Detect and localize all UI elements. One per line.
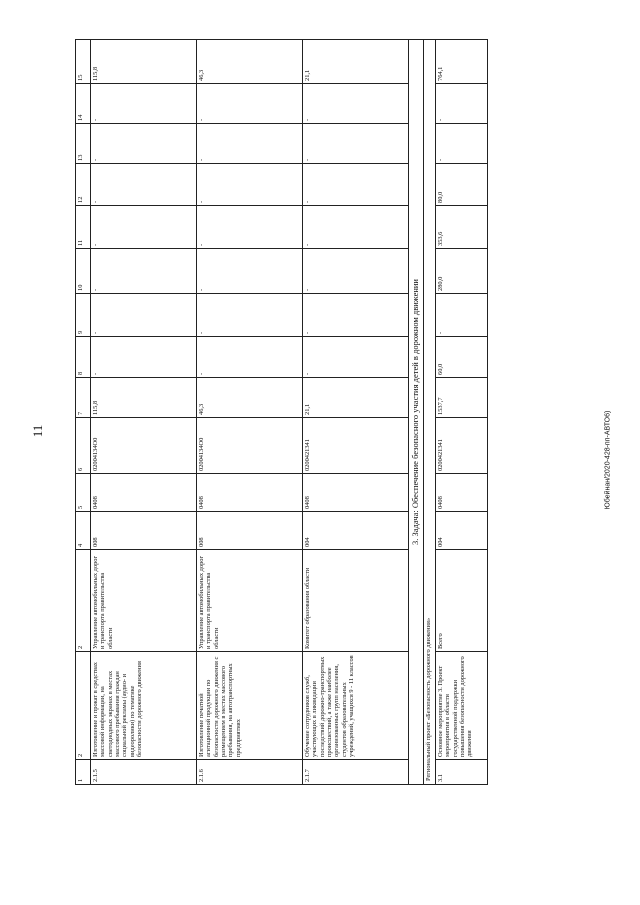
table-cell: 2.1.6 <box>197 760 303 785</box>
header-cell: 2 <box>76 652 91 760</box>
header-cell: 1 <box>76 760 91 785</box>
table-cell: - <box>197 206 303 249</box>
header-cell: 4 <box>76 512 91 550</box>
table-cell: Изготовление и прокат в средствах массовой информации, на светодиодных экранах в местах массового пребывания граждан социальной рекламы (аудио- и видеоролики) по тематике безопасности дорожного движения <box>91 652 197 760</box>
table-cell: 353,6 <box>436 206 488 249</box>
header-cell: 13 <box>76 124 91 164</box>
header-cell: 11 <box>76 206 91 249</box>
header-cell: 5 <box>76 474 91 512</box>
table-cell: - <box>303 164 409 206</box>
table-cell: Комитет образования области <box>303 550 409 652</box>
table-cell: - <box>303 124 409 164</box>
header-cell: 6 <box>76 418 91 474</box>
table-cell: 115,8 <box>91 40 197 84</box>
table-cell: - <box>91 84 197 124</box>
table-cell: 3.1 <box>436 760 488 785</box>
table-cell: 02004134О0 <box>197 418 303 474</box>
table-cell: 2.1.5 <box>91 760 197 785</box>
header-cell: 8 <box>76 337 91 378</box>
table-cell: - <box>91 337 197 378</box>
table-cell: - <box>197 164 303 206</box>
section-title: 3. Задача: Обеспечение безопасного участия детей в дорожном движении <box>409 40 424 785</box>
header-cell: 12 <box>76 164 91 206</box>
table-cell: 0200421341 <box>436 418 488 474</box>
table-cell: - <box>197 124 303 164</box>
table-header-row <box>76 40 91 785</box>
table-cell: - <box>303 249 409 294</box>
table-cell: Обучение сотрудников служб, участвующих в ликвидации последствий дорожно-транспортных происшествий, а также наиболее организованных групп населения, студентов образовательных учреждений, учащихся 9 - 11 классов <box>303 652 409 760</box>
table-cell: 0408 <box>436 474 488 512</box>
table-cell: 21,1 <box>303 40 409 84</box>
header-cell: 15 <box>76 40 91 84</box>
table-row <box>197 40 303 785</box>
section-row <box>409 40 424 785</box>
table-cell: Управление автомобильных дорог и транспорта правительства области <box>197 550 303 652</box>
table-cell: - <box>436 294 488 337</box>
table-cell: 2.1.7 <box>303 760 409 785</box>
table-cell: 0200421341 <box>303 418 409 474</box>
table-cell: - <box>197 294 303 337</box>
table-cell: 02004134О0 <box>91 418 197 474</box>
table-cell: 764,1 <box>436 40 488 84</box>
table-cell: 0408 <box>91 474 197 512</box>
table-cell: Основное мероприятие 3. Проект мероприятия в области государственной поддержки повышения безопасности дорожного движения <box>436 652 488 760</box>
rotated-table-container <box>75 60 498 785</box>
table-cell: - <box>197 337 303 378</box>
table-cell: - <box>91 294 197 337</box>
table-cell: 004 <box>436 512 488 550</box>
table-cell: - <box>197 84 303 124</box>
table-cell: 115,8 <box>91 378 197 418</box>
header-cell: 10 <box>76 249 91 294</box>
budget-table <box>75 39 488 785</box>
page-number: 11 <box>30 424 45 438</box>
header-cell: 14 <box>76 84 91 124</box>
table-cell: - <box>91 249 197 294</box>
table-cell: 46,3 <box>197 40 303 84</box>
table-cell: 21,1 <box>303 378 409 418</box>
table-cell: Изготовление печатной агитационной продукции по безопасности дорожного движения с размещением в местах массового пребывания, на автотранспортных предприятиях <box>197 652 303 760</box>
table-cell: 008 <box>197 512 303 550</box>
header-cell: 9 <box>76 294 91 337</box>
footer-code-text: Юбейнан/2020-428-пп-АВТО6) <box>604 410 612 510</box>
header-cell: 2 <box>76 550 91 652</box>
table-row <box>303 40 409 785</box>
table-cell: - <box>91 206 197 249</box>
project-title: Региональный проект «Безопасность дорожного движения» <box>424 40 436 785</box>
table-cell: 80,0 <box>436 164 488 206</box>
table-cell: - <box>303 294 409 337</box>
table-cell: 46,3 <box>197 378 303 418</box>
table-cell: - <box>91 164 197 206</box>
table-cell: - <box>197 249 303 294</box>
table-cell: - <box>303 337 409 378</box>
table-cell: 0408 <box>197 474 303 512</box>
table-cell: - <box>436 124 488 164</box>
table-cell: 280,0 <box>436 249 488 294</box>
table-cell: - <box>91 124 197 164</box>
project-row <box>424 40 436 785</box>
table-cell: Управление автомобильных дорог и транспорта правительства области <box>91 550 197 652</box>
table-row <box>91 40 197 785</box>
table-cell: - <box>436 84 488 124</box>
table-cell: 008 <box>91 512 197 550</box>
footer-code <box>596 220 620 700</box>
header-cell: 7 <box>76 378 91 418</box>
table-cell: 0408 <box>303 474 409 512</box>
table-cell: Всего <box>436 550 488 652</box>
table-cell: - <box>303 206 409 249</box>
table-cell: 1537,7 <box>436 378 488 418</box>
table-cell: 60,0 <box>436 337 488 378</box>
table-cell: 004 <box>303 512 409 550</box>
table-row <box>436 40 488 785</box>
table-cell: - <box>303 84 409 124</box>
